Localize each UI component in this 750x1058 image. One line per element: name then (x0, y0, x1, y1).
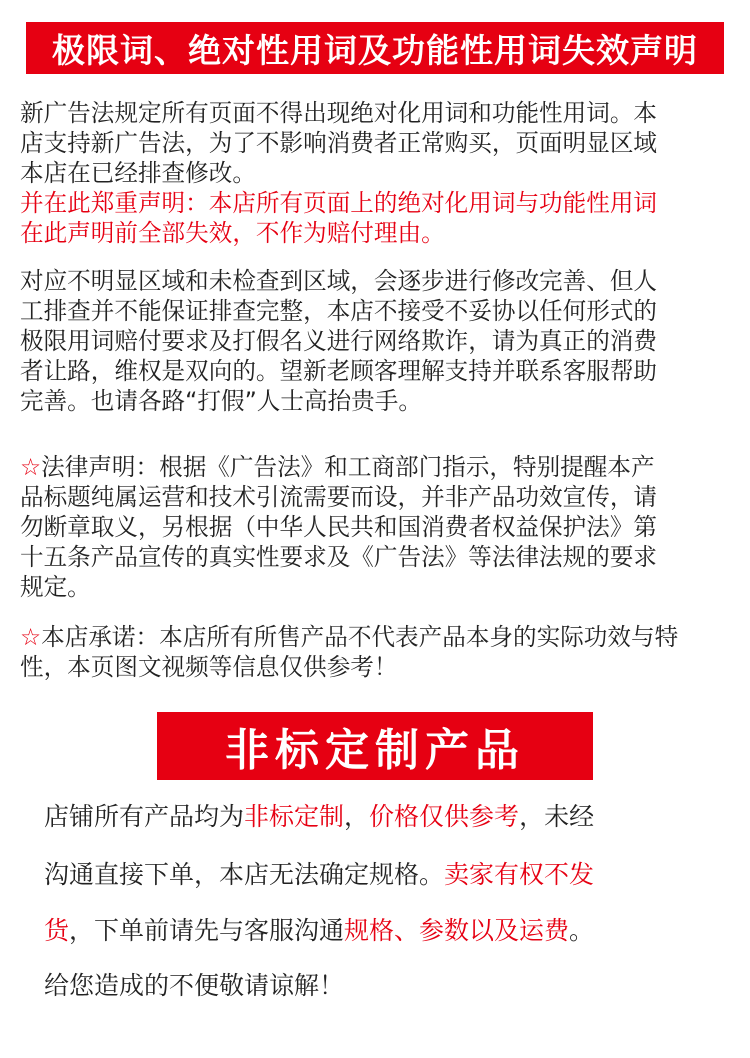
custom-product-banner (157, 712, 593, 780)
page-title: 极限词、绝对性用词及功能性用词失效声明 (52, 30, 698, 70)
notice-highlight: 非标定制 (244, 802, 345, 831)
star-icon: ☆ (20, 453, 42, 481)
notice-text: ，下单前请先与客服沟通 (69, 916, 345, 945)
notice-text: 店铺所有产品均为 (44, 802, 245, 831)
legal-statement (20, 452, 732, 602)
notice-line-4 (44, 971, 734, 1001)
notice-text: ，未经 (519, 802, 595, 831)
notice-line-2 (44, 860, 734, 890)
notice-line-1 (44, 802, 734, 832)
notice-text: ， (344, 802, 370, 831)
notice-text: 沟通直接下单，本店无法确定规格。 (44, 860, 445, 889)
notice-text: 。 (569, 916, 595, 945)
second-paragraph (20, 266, 732, 416)
intro-paragraph (20, 98, 732, 248)
store-promise (20, 622, 732, 682)
declaration-text: 并在此郑重声明：本店所有页面上的绝对化用词与功能性用词 在此声明前全部失效，不作为赔付理由。 (20, 189, 658, 247)
promise-text: 本店承诺：本店所有所售产品不代表产品本身的实际功效与特 性，本页图文视频等信息仅供参考！ (20, 623, 679, 681)
star-icon: ☆ (20, 623, 42, 651)
intro-text: 新广告法规定所有页面不得出现绝对化用词和功能性用词。本 店支持新广告法，为了不影响消费者正常购买，页面明显区域 本店在已经排查修改。 (20, 99, 658, 187)
banner-title: 非标定制产品 (225, 725, 525, 776)
notice-line-3 (44, 916, 734, 946)
legal-text: 法律声明：根据《广告法》和工商部门指示，特别提醒本产 品标题纯属运营和技术引流需要而设，并非产品功效宣传，请 勿断章取义，另根据（中华人民共和国消费者权益保护法》第 十五条产品宣传的真实性要求及《广告法》等法律法规的要求 规定。 (20, 453, 658, 601)
title-banner (26, 22, 724, 74)
notice-highlight: 规格、参数以及运费 (344, 916, 570, 945)
notice-highlight: 货 (44, 916, 70, 945)
notice-text: 给您造成的不便敬请谅解！ (44, 971, 345, 1000)
notice-highlight: 价格仅供参考 (369, 802, 520, 831)
notice-highlight: 卖家有权不发 (444, 860, 595, 889)
second-text: 对应不明显区域和未检查到区域，会逐步进行修改完善、但人 工排查并不能保证排查完整，本店不接受不妥协以任何形式的 极限用词赔付要求及打假名义进行网络欺诈，请为真正的消费 者让路，维权是双向的。望新老顾客理解支持并联系客服帮助 完善。也请各路“打假”人士高抬贵手。 (20, 267, 658, 415)
